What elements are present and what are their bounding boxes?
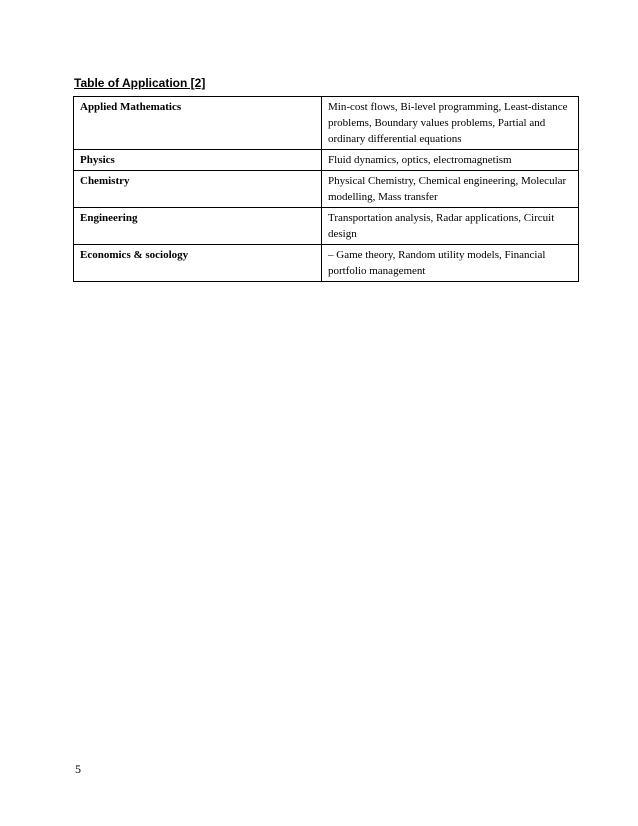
field-cell: Physics xyxy=(74,150,322,171)
field-cell: Chemistry xyxy=(74,171,322,208)
applications-cell: – Game theory, Random utility models, Financial portfolio management xyxy=(322,245,579,282)
table-title: Table of Application [2] xyxy=(74,76,206,90)
applications-cell: Min-cost flows, Bi-level programming, Least-distance problems, Boundary values problems, Partial and ordinary differential equations xyxy=(322,97,579,150)
applications-cell: Fluid dynamics, optics, electromagnetism xyxy=(322,150,579,171)
table-row xyxy=(74,97,579,150)
applications-cell: Transportation analysis, Radar applications, Circuit design xyxy=(322,208,579,245)
table-row xyxy=(74,245,579,282)
table-row xyxy=(74,150,579,171)
field-cell: Applied Mathematics xyxy=(74,97,322,150)
table-row xyxy=(74,208,579,245)
page-number: 5 xyxy=(75,762,81,776)
field-cell: Engineering xyxy=(74,208,322,245)
applications-cell: Physical Chemistry, Chemical engineering, Molecular modelling, Mass transfer xyxy=(322,171,579,208)
field-cell: Economics & sociology xyxy=(74,245,322,282)
table-row xyxy=(74,171,579,208)
application-table xyxy=(73,96,579,282)
